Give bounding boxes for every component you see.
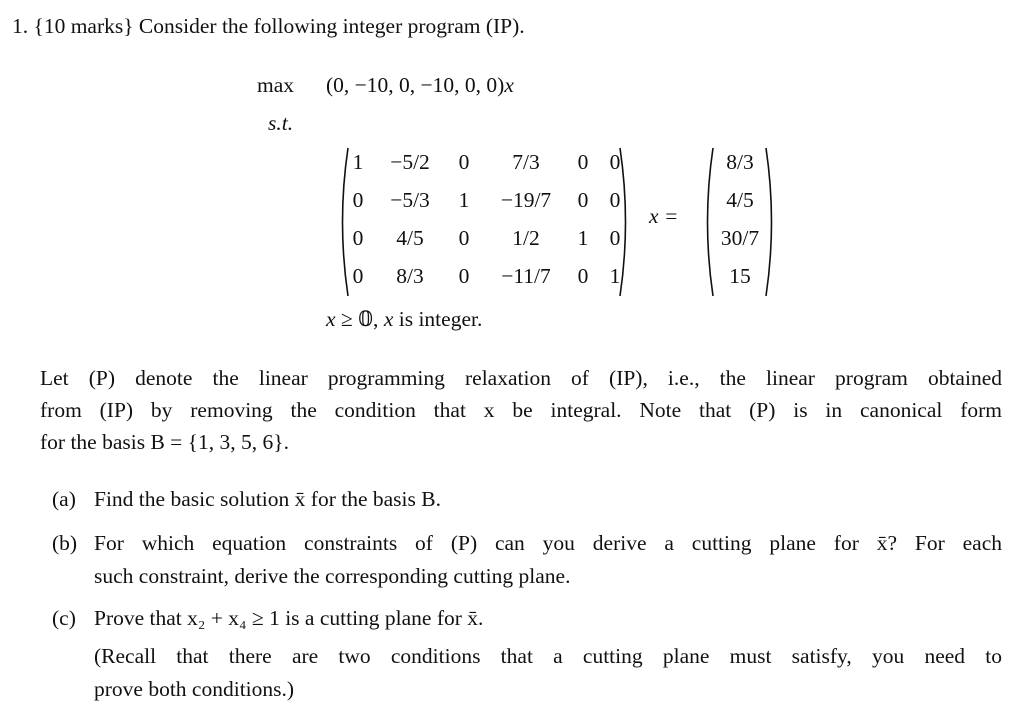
matrix-cell: −19/7 [500, 188, 552, 212]
part-line: Find the basic solution x̄ for the basis B. [94, 487, 441, 511]
matrix-cell: 1 [577, 226, 589, 250]
part-line: Prove that x₂ + x₄ ≥ 1 is a cutting plane for x̄. [94, 606, 484, 630]
matrix-cell: 0 [609, 226, 621, 250]
relaxation-paragraph [40, 362, 1002, 458]
rhs-cell: 15 [729, 264, 751, 288]
matrix-cell: −11/7 [501, 264, 551, 288]
question-header: 1. {10 marks} Consider the following integer program (IP). [12, 14, 525, 38]
matrix-cell: 0 [352, 226, 364, 250]
matrix-cell: −5/2 [390, 150, 430, 174]
matrix-cell: 0 [352, 264, 364, 288]
matrix-cell: 1 [352, 150, 364, 174]
part-label: (b) [52, 531, 78, 555]
rhs-cell: 4/5 [726, 188, 754, 212]
part-label: (a) [52, 487, 76, 511]
objective-coefficients: (0, −10, 0, −10, 0, 0) [326, 73, 505, 97]
part-line: (Recall that there are two conditions that a cutting plane must satisfy, you need to [94, 644, 1002, 668]
matrix-cell: 0 [458, 150, 470, 174]
objective-variable: x [504, 73, 514, 97]
part-line: prove both conditions.) [94, 677, 295, 701]
matrix-cell: −5/3 [390, 188, 430, 212]
matrix-cell: 1 [609, 264, 621, 288]
nonnegativity-constraint: x ≥ 𝟘, x is integer. [326, 307, 483, 331]
matrix-cell: 8/3 [396, 264, 424, 288]
part-line: For which equation constraints of (P) can you derive a cutting plane for x̄? For each [94, 531, 1002, 555]
objective-label: max [257, 73, 295, 97]
part-label: (c) [52, 606, 76, 630]
matrix-cell: 1 [458, 188, 470, 212]
matrix-cell: 0 [577, 264, 589, 288]
paragraph-line: Let (P) denote the linear programming relaxation of (IP), i.e., the linear program obtained [40, 366, 1002, 390]
x-equals: x = [649, 204, 679, 228]
matrix-cell: 0 [609, 188, 621, 212]
matrix-cell: 0 [609, 150, 621, 174]
subject-to-label: s.t. [268, 111, 294, 135]
matrix-cell: 4/5 [396, 226, 424, 250]
matrix-cell: 7/3 [512, 150, 540, 174]
matrix-cell: 0 [458, 226, 470, 250]
rhs-cell: 30/7 [720, 226, 760, 250]
paragraph-line: for the basis B = {1, 3, 5, 6}. [40, 430, 289, 454]
part-line: such constraint, derive the corresponding cutting plane. [94, 564, 571, 588]
matrix-cell: 0 [458, 264, 470, 288]
paragraph-line: from (IP) by removing the condition that x be integral. Note that (P) is in canonical form [40, 398, 1002, 422]
rhs-cell: 8/3 [726, 150, 754, 174]
matrix-cell: 0 [577, 150, 589, 174]
matrix-cell: 0 [577, 188, 589, 212]
matrix-cell: 1/2 [512, 226, 540, 250]
matrix-cell: 0 [352, 188, 364, 212]
